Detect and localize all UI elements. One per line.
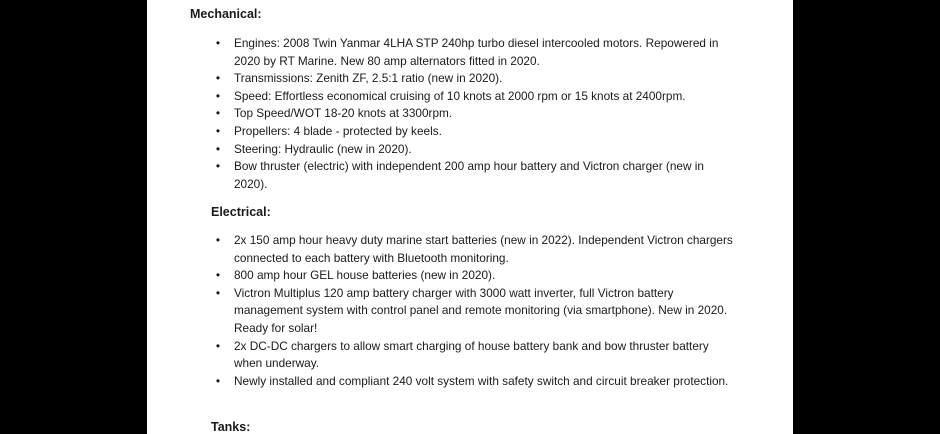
list-item-text: Victron Multiplus 120 amp battery charger with 3000 watt inverter, full Victron battery management system with control panel and remote monitoring (via smartphone). New in 2020. Ready for solar!: [234, 285, 728, 335]
list-item: [213, 338, 733, 373]
bullet-icon: •: [215, 268, 221, 283]
bullet-icon: •: [215, 36, 221, 50]
list-item-text: Propellers: 4 blade - protected by keels.: [234, 123, 442, 138]
bullet-icon: •: [215, 71, 221, 86]
bullet-icon: •: [215, 338, 221, 353]
list-item-text: Speed: Effortless economical cruising of 10 knots at 2000 rpm or 15 knots at 2400rpm.: [234, 88, 686, 103]
document-page: [147, 0, 793, 434]
list-item-text: 2x 150 amp hour heavy duty marine start batteries (new in 2022). Independent Victron chargers connected to each battery with Bluetooth monitoring.: [234, 233, 733, 265]
list-item: [213, 141, 733, 159]
list-item-text: 2x DC-DC chargers to allow smart charging of house battery bank and bow thruster battery when underway.: [234, 338, 709, 371]
bullet-icon: •: [215, 159, 221, 174]
list-item-text: Bow thruster (electric) with independent 200 amp hour battery and Victron charger (new in 2020).: [234, 159, 704, 191]
list-item-text: 800 amp hour GEL house batteries (new in 2020).: [234, 268, 496, 283]
bullet-icon: •: [215, 141, 221, 156]
list-item: [213, 267, 733, 285]
list-item-text: Transmissions: Zenith ZF, 2.5:1 ratio (new in 2020).: [234, 71, 503, 86]
list-item: [213, 232, 733, 267]
list-item: [213, 123, 733, 141]
list-item: [213, 70, 733, 88]
list-item-text: Steering: Hydraulic (new in 2020).: [234, 141, 412, 156]
mechanical-list: [213, 35, 733, 193]
bullet-icon: •: [215, 373, 221, 388]
tanks-heading: Tanks:: [211, 420, 251, 434]
list-item-text: Top Speed/WOT 18-20 knots at 3300rpm.: [234, 106, 453, 121]
bullet-icon: •: [215, 233, 221, 247]
list-item: [213, 285, 733, 338]
bullet-icon: •: [215, 123, 221, 138]
electrical-list: [213, 232, 733, 390]
electrical-heading: Electrical:: [211, 205, 271, 219]
list-item-text: Newly installed and compliant 240 volt system with safety switch and circuit breaker protection.: [234, 373, 729, 388]
list-item-text: Engines: 2008 Twin Yanmar 4LHA STP 240hp turbo diesel intercooled motors. Repowered in 2020 by RT Marine. New 80 amp alternators fitted in 2020.: [234, 36, 719, 68]
mechanical-heading: Mechanical:: [190, 7, 262, 21]
list-item: [213, 158, 733, 193]
list-item: [213, 373, 733, 391]
bullet-icon: •: [215, 285, 221, 300]
bullet-icon: •: [215, 88, 221, 103]
list-item: [213, 35, 733, 70]
list-item: [213, 88, 733, 106]
list-item: [213, 105, 733, 123]
bullet-icon: •: [215, 106, 221, 121]
